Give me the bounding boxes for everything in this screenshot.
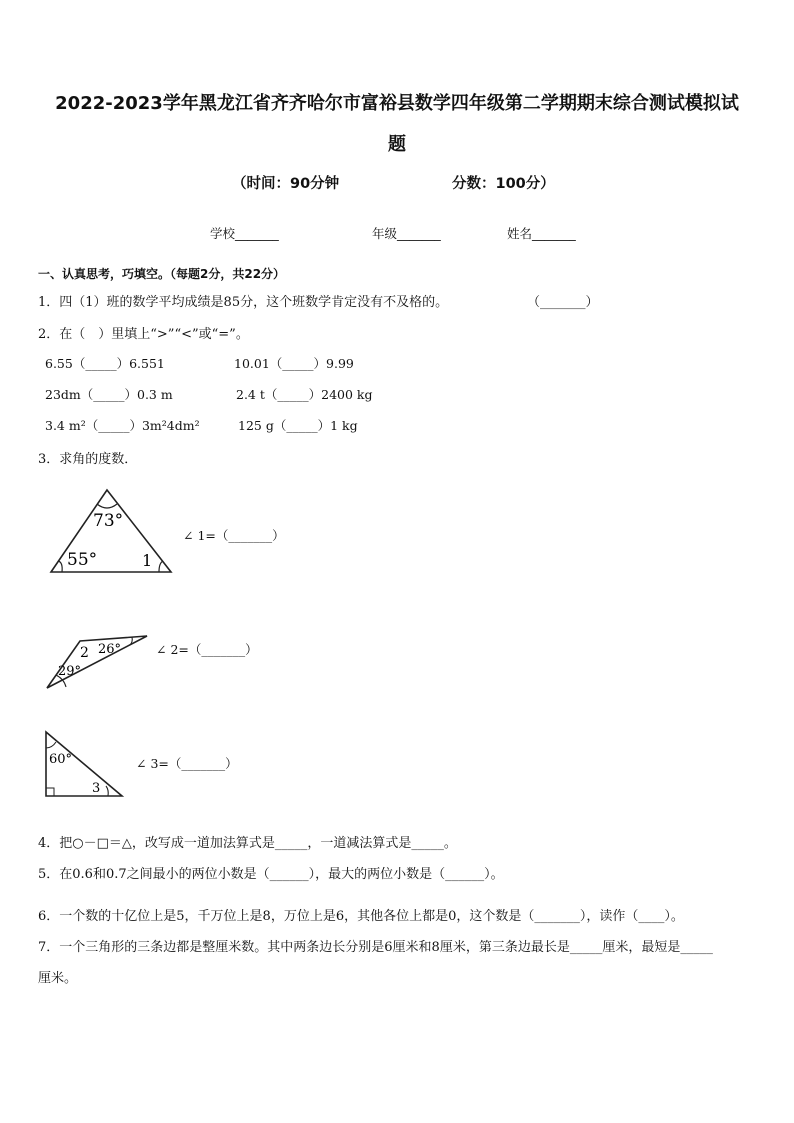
triangle-figure-2 [44,633,150,691]
angle-label-29: 29° [58,664,82,679]
angle-label-2: 2 [80,645,89,661]
angle-label-55: 55° [67,550,98,570]
angle-label-1: 1 [142,551,153,570]
question-2: 2．在（ ）里填上“>”“<”或“=”。 [38,327,249,342]
comparison-item: 10.01（_____）9.99 [234,356,354,371]
exam-score: 分数：100分） [452,176,555,192]
angle-label-73: 73° [93,511,124,531]
comparison-item: 2.4 t（_____）2400 kg [236,387,373,402]
triangle-figure-3 [42,728,128,802]
exam-time: （时间：90分钟 [232,176,340,192]
angle-label-3: 3 [92,781,101,796]
comparison-item: 125 g（_____）1 kg [238,418,358,433]
question-7-line1: 7．一个三角形的三条边都是整厘米数。其中两条边长分别是6厘米和8厘米，第三条边最长是_____厘米，最短是_____ [38,940,713,955]
comparison-item: 23dm（_____）0.3 m [45,387,173,402]
angle-2-answer: ∠ 2=（_______） [156,642,258,657]
page-title-line2: 题 [388,134,406,155]
name-field: 姓名_______ [507,226,576,241]
comparison-item: 6.55（_____）6.551 [45,356,165,371]
question-5: 5．在0.6和0.7之间最小的两位小数是（______），最大的两位小数是（______）。 [38,867,504,882]
question-1-answer: （_______） [527,295,599,310]
comparison-item: 3.4 m²（_____）3m²4dm² [45,418,200,433]
question-4: 4．把○－□＝△，改写成一道加法算式是_____，一道减法算式是_____。 [38,836,457,851]
school-field: 学校_______ [210,226,279,241]
angle-1-answer: ∠ 1=（_______） [183,528,285,543]
question-7-line2: 厘米。 [38,971,78,986]
angle-3-answer: ∠ 3=（_______） [136,756,238,771]
grade-field: 年级_______ [372,226,441,241]
angle-label-60: 60° [49,752,73,767]
question-6: 6．一个数的十亿位上是5，千万位上是8，万位上是6，其他各位上都是0，这个数是（_______），读作（____）。 [38,909,684,924]
section-heading: 一、认真思考，巧填空。（每题2分，共22分） [38,267,286,281]
question-3: 3．求角的度数． [38,452,138,467]
question-1: 1．四（1）班的数学平均成绩是85分，这个班数学肯定没有不及格的。 [38,295,449,310]
triangle-figure-1 [45,486,177,578]
page-title-line1: 2022-2023学年黑龙江省齐齐哈尔市富裕县数学四年级第二学期期末综合测试模拟试 [55,93,739,114]
angle-label-26: 26° [98,642,122,657]
